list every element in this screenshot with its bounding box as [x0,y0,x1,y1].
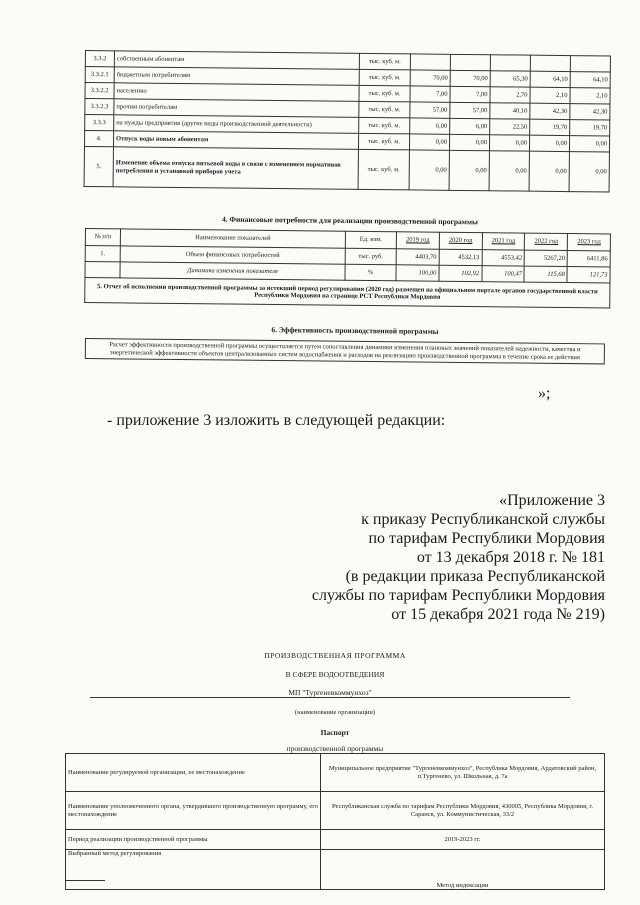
cell-value [490,55,530,71]
cell-value: 0,00 [569,152,609,192]
cell-value: 2,70 [490,87,530,103]
section5-text: 5. Отчет об исполнении производственной программы за истекший период регулирования (2020 год) размещен на официальном портале органов государственной власти Республики Мордовия на странице РСТ Республики Мордовия [85,278,610,308]
passport-label: Выбранный метод регулирования [66,850,321,890]
cell-value [450,54,490,70]
table-row [85,278,610,308]
row-name: на нужды предприятия (другие виды производственной деятельности) [114,115,359,134]
cell-value: 7,00 [410,86,450,102]
closing-quote: »; [538,385,551,402]
cell-value: 40,10 [490,103,530,119]
cell-value: 19,70 [530,119,570,135]
cell-value: 64,10 [570,72,610,88]
header-name: Наименование показателей [120,229,345,248]
cell-value: 19,70 [570,120,610,136]
passport-table-wrap [65,753,605,890]
cell-value: 5267,20 [525,250,568,266]
row-unit: тыс. куб. м. [359,53,410,70]
row-num: 3.3.2.2 [85,83,114,99]
cell-value: 57,00 [450,102,490,118]
passport-value: Муниципальное предприятие "Тургеневкоммунхоз", Республика Мордовия, Ардатовский район, п.Тургенево, ул. Школьная, д. 7а [321,754,605,792]
table-row [66,830,605,850]
row-unit: тыс. куб. м. [359,101,410,118]
cell-value: 100,47 [482,266,525,282]
cell-value: 6,00 [450,118,490,134]
passport-value: 2019-2023 гг. [321,830,605,850]
cell-value: 57,00 [410,102,450,118]
cell-value [530,55,570,71]
row-num: 5. [84,146,113,186]
cell-value: 0,00 [569,136,609,152]
cell-value: 121,73 [567,267,610,283]
row-unit: тыс. куб. м. [359,69,410,86]
passport-label: Период реализации производственной программы [66,830,321,850]
header-year-2019: 2019 год [396,232,439,249]
cell-value: 2,10 [570,88,610,104]
cell-value: 4532,13 [439,249,482,265]
row-name: прочим потребителям [114,99,359,118]
appendix-line: по тарифам Республики Мордовия [368,530,605,547]
passport-title: Паспорт [320,728,350,737]
cell-value: 100,00 [396,265,439,281]
organization-name: МП "Тургеневкоммунхоз" [90,688,570,698]
row-unit: тыс. куб. м. [358,149,409,190]
appendix-line: к приказу Республиканской службы [361,511,605,528]
passport-table [65,753,605,890]
organization-caption: (наименование организации) [294,709,376,716]
table-row [66,754,605,792]
passport-value: Метод индексации [321,850,605,890]
appendix-header [250,491,605,624]
cell-value [410,54,450,70]
table-row [66,850,605,890]
section6-title: 6. Эффективность производственной программы [271,325,439,336]
appendix-line: от 13 декабря 2018 г. № 181 [416,549,605,566]
row-unit: % [345,264,396,281]
cell-value: 0,00 [489,151,529,191]
row-num [85,262,120,278]
cell-value: 0,00 [409,150,449,190]
passport-value: Республиканская служба по тарифам Республики Мордовия, 430005, Республика Мордовия, г. Саранск, ул. Коммунистическая, 33/2 [321,792,605,830]
section4-title: 4. Финансовые потребности для реализации производственной программы [222,214,478,227]
cell-value: 70,00 [450,70,490,86]
passport-subtitle: производственной программы [286,744,384,753]
cell-value: 0,00 [529,135,569,151]
cell-value: 4553,42 [482,250,525,266]
passport-label: Наименование уполномоченного органа, утвердившего производственную программу, его местонахождение [66,792,321,830]
row-name: населению [114,83,359,102]
cell-value: 6,00 [410,118,450,134]
header-num: № п/п [85,229,120,246]
row-unit: тыс. куб. м. [359,85,410,102]
row-unit: тыс. руб. [345,248,396,265]
passport-label: Наименование регулируемой организации, ее местонахождение [66,754,321,792]
header-year-2022: 2022 год [525,233,568,250]
appendix-line: (в редакции приказа Республиканской [345,568,605,585]
appendix-line: службы по тарифам Республики Мордовия [311,587,605,604]
section4-table-wrap [84,228,611,309]
program-subtitle: В СФЕРЕ ВОДООТВЕДЕНИЯ [285,670,385,679]
header-unit: Ед. изм. [345,231,396,249]
row-name: Изменение объема отпуска питьевой воды в связи с изменением нормативов потребления и установкой приборов учета [113,147,358,190]
cell-value: 42,30 [570,104,610,120]
cell-value: 7,00 [450,86,490,102]
row-unit: тыс. куб. м. [358,133,409,150]
appendix-line: от 15 декабря 2021 года № 219) [391,606,605,623]
cell-value: 70,00 [410,70,450,86]
program-title: ПРОИЗВОДСТВЕННАЯ ПРОГРАММА [264,651,406,660]
row-num: 3.3.2.3 [85,99,114,115]
row-num: 4. [84,131,113,147]
cell-value: 0,00 [529,151,569,191]
cell-value: 0,00 [449,150,489,190]
cell-value: 4403,70 [396,249,439,265]
cell-value: 102,92 [439,265,482,281]
top-table-wrap [84,50,611,193]
row-num: 3.3.2 [85,51,114,67]
row-name: Отпуск воды новым абонентам [113,131,358,150]
cell-value: 0,00 [489,135,529,151]
row-num: 3.3.2.1 [85,67,114,83]
cell-value: 22,50 [490,119,530,135]
row-name: бюджетным потребителям [114,67,359,86]
cell-value: 115,68 [524,266,567,282]
financial-needs-table [84,228,611,309]
footer-rule [65,880,105,881]
cell-value: 0,00 [409,134,449,150]
supply-volume-table [84,50,611,193]
row-unit: тыс. куб. м. [359,117,410,134]
cell-value: 0,00 [449,134,489,150]
row-name: Объем финансовых потребностей [120,246,345,264]
cell-value: 2,10 [530,87,570,103]
header-year-2020: 2020 год [439,232,482,249]
row-name: Динамика изменения показателя [120,262,345,280]
table-row [84,146,609,191]
row-num: 3.3.3 [85,115,114,131]
header-year-2023: 2023 год [568,234,611,251]
instruction-text: - приложение 3 изложить в следующей редакции: [107,412,446,429]
cell-value: 42,30 [530,103,570,119]
cell-value: 65,30 [490,71,530,87]
appendix-line: «Приложение 3 [499,492,605,509]
header-year-2021: 2021 год [482,233,525,250]
row-num: 1. [85,246,120,262]
cell-value [570,56,610,72]
cell-value: 6411,86 [567,251,610,267]
table-row [66,792,605,830]
cell-value: 64,10 [530,71,570,87]
row-name: собственным абонентам [114,51,359,70]
section6-text: Расчет эффективности производственной программы осуществляется путем сопоставления динамики изменения плановых значений показателей надежности, качества и энергетической эффективности объектов централизованных систем водоснабжения и расходов на реализацию производственной программы в течение срока ее действия [85,338,605,364]
